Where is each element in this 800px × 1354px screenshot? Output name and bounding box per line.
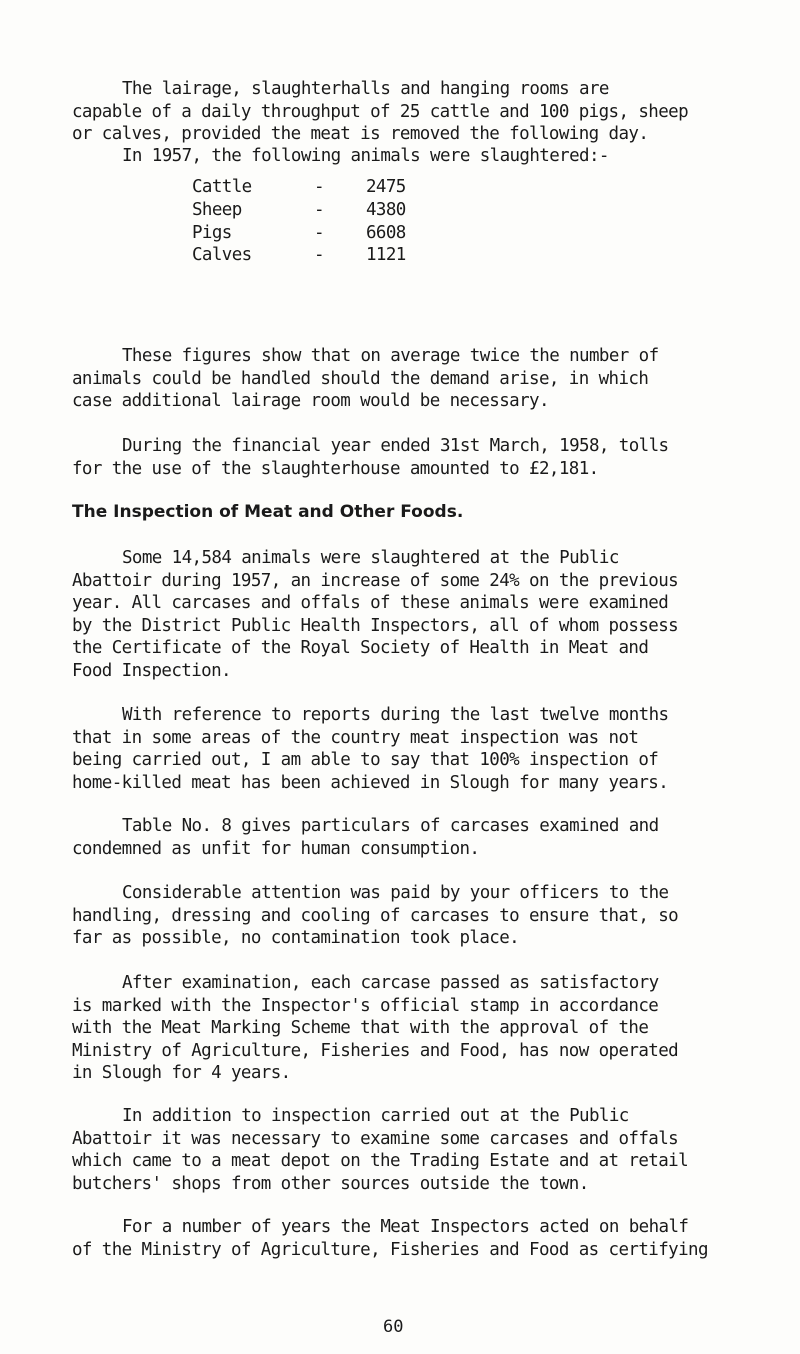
paragraph-slaughtered-intro: In 1957, the following animals were slaughtered:- [122, 146, 609, 166]
slaughter-stats-table [192, 176, 426, 267]
separator: - [314, 245, 324, 266]
animal-name: Pigs [192, 222, 232, 243]
stats-row [192, 176, 426, 199]
paragraph-ministry: For a number of years the Meat Inspectors acted on behalf of the Ministry of Agriculture, Fisheries and Food as certifying [72, 1217, 708, 1260]
separator: - [314, 177, 324, 197]
animal-count: 2475 [366, 177, 406, 197]
paragraph-tolls: During the financial year ended 31st March, 1958, tolls for the use of the slaughterhouse amounted to £2,181. [72, 436, 669, 479]
animal-count: 1121 [366, 245, 406, 266]
paragraph-abattoir: Some 14,584 animals were slaughtered at the Public Abattoir during 1957, an increase of some 24% on the previous year. All carcases and offals of these animals were examined by the District Public Health Inspectors, all of whom possess the Certificate of the Royal Society of Health in Meat and Food Inspection. [72, 548, 679, 681]
section-heading: The Inspection of Meat and Other Foods. [72, 502, 464, 522]
animal-name: Cattle [192, 177, 252, 197]
paragraph-inspection: With reference to reports during the last twelve months that in some areas of the country meat inspection was not being carried out, I am able to say that 100% inspection of home-killed meat has been achieved in Slough for many years. [72, 705, 669, 793]
paragraph-stamp: After examination, each carcase passed as satisfactory is marked with the Inspector's official stamp in accordance with the Meat Marking Scheme that with the approval of the Ministry of Agriculture, Fisheries and Food, has now operated in Slough for 4 years. [72, 973, 679, 1083]
page-number: 60 [383, 1317, 404, 1337]
paragraph-table-ref: Table No. 8 gives particulars of carcases examined and condemned as unfit for human consumption. [72, 816, 659, 859]
paragraph-lairage: The lairage, slaughterhalls and hanging rooms are capable of a daily throughput of 25 cattle and 100 pigs, sheep or calves, provided the meat is removed the following day. [72, 79, 689, 144]
animal-name: Calves [192, 245, 252, 266]
stats-row [192, 199, 426, 222]
paragraph-attention: Considerable attention was paid by your officers to the handling, dressing and cooling of carcases to ensure that, so far as possible, no contamination took place. [72, 883, 679, 948]
paragraph-capacity: These figures show that on average twice the number of animals could be handled should the demand arise, in which case additional lairage room would be necessary. [72, 346, 659, 411]
paragraph-depot: In addition to inspection carried out at the Public Abattoir it was necessary to examine some carcases and offals which came to a meat depot on the Trading Estate and at retail butchers' shops from other sources outside the town. [72, 1106, 689, 1194]
separator: - [314, 199, 324, 220]
stats-row [192, 222, 426, 245]
animal-name: Sheep [192, 199, 242, 220]
separator: - [314, 222, 324, 243]
stats-row [192, 244, 426, 267]
animal-count: 6608 [366, 222, 406, 243]
animal-count: 4380 [366, 199, 406, 220]
